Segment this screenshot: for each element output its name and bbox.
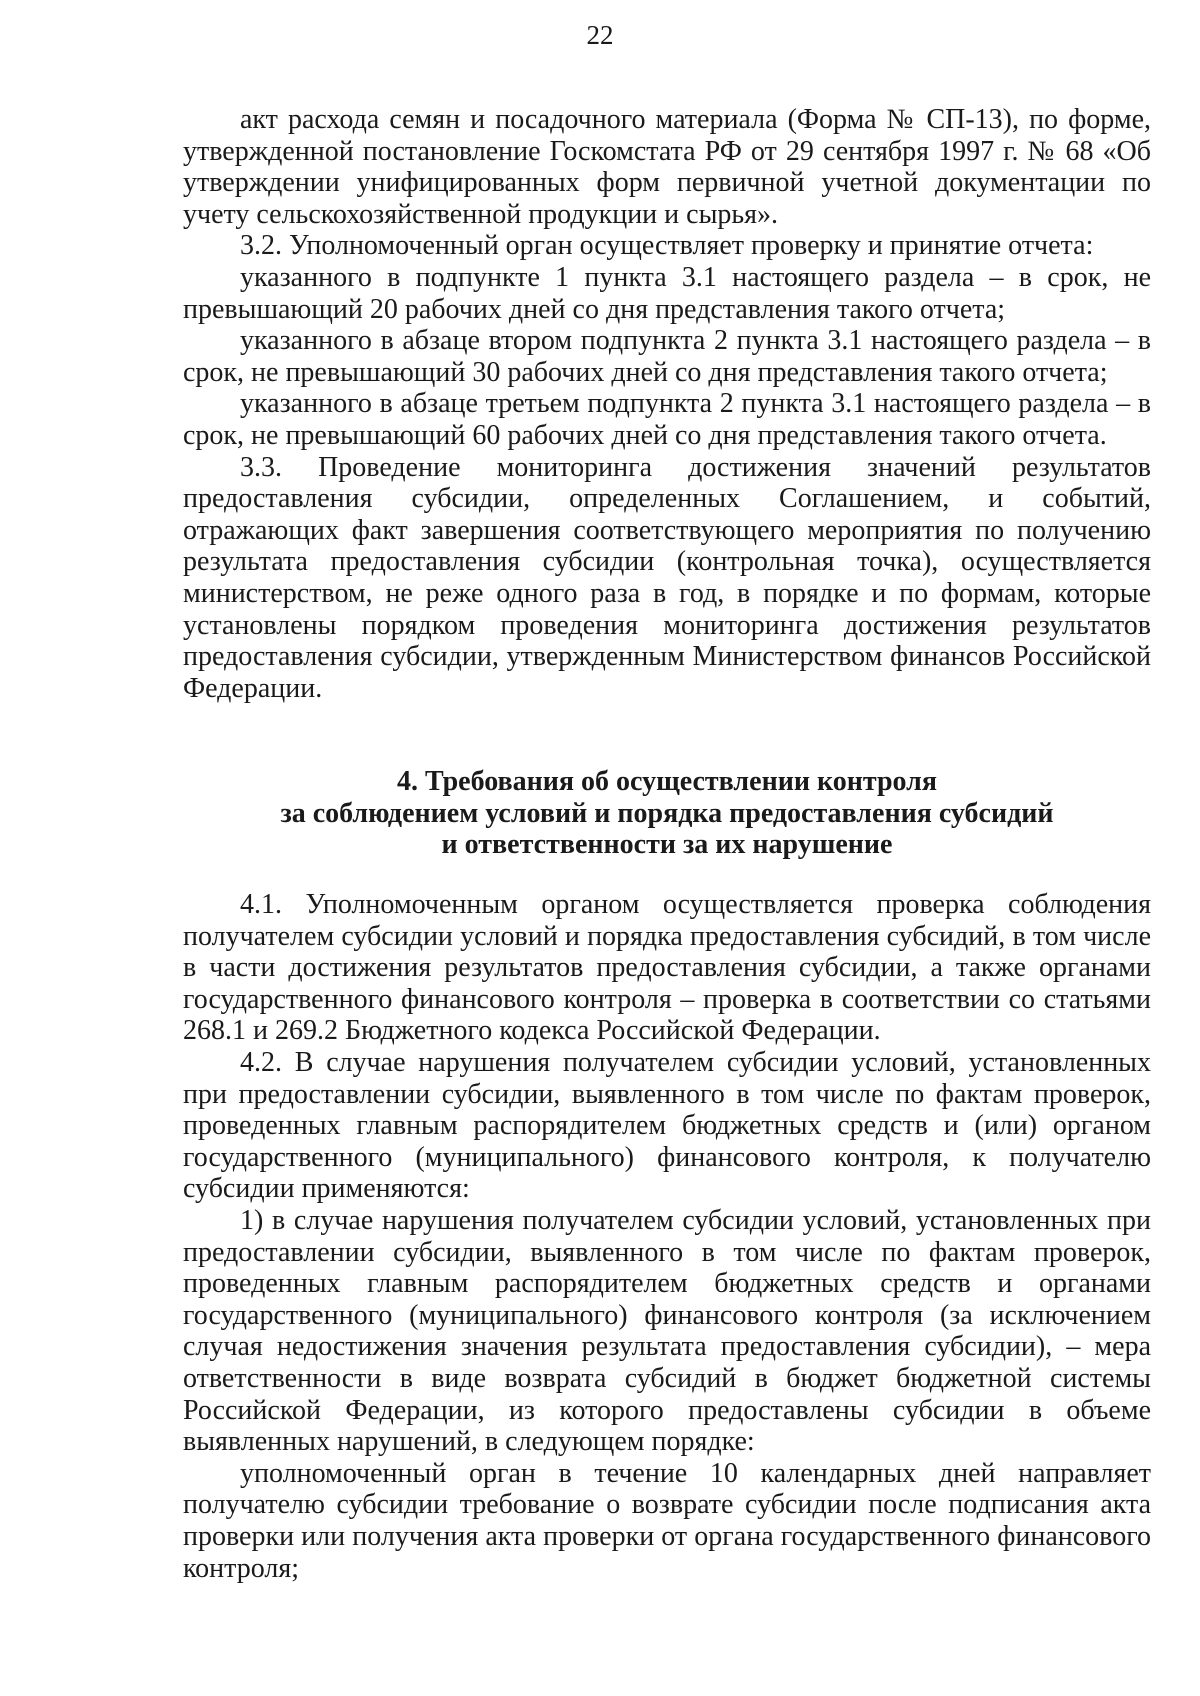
paragraph-4-2: 4.2. В случае нарушения получателем субсидии условий, установленных при предоставлении субсидии, выявленного в том числе по фактам проверок, проведенных главным распорядителем бюджетных средств и (или) органом государственного (муниципального) финансового контроля, к получателю субсидии применяются: [183,1047,1151,1205]
section-4-heading [183,766,1151,861]
section-4-heading-line-1: 4. Требования об осуществлении контроля [396,766,938,798]
paragraph-3-2-item-1: указанного в подпункте 1 пункта 3.1 настоящего раздела – в срок, не превышающий 20 рабочих дней со дня представления такого отчета; [183,261,1151,325]
paragraph-3-3: 3.3. Проведение мониторинга достижения значений результатов предоставления субсидии, определенных Соглашением, и событий, отражающих факт завершения соответствующего мероприятия по получению результата предоставления субсидии (контрольная точка), осуществляется министерством, не реже одного раза в год, в порядке и по формам, которые установлены порядком проведения мониторинга достижения результатов предоставления субсидии, утвержденным Министерством финансов Российской Федерации. [183,451,1151,704]
page-content [183,104,1151,1584]
paragraph-4-1: 4.1. Уполномоченным органом осуществляется проверка соблюдения получателем субсидии условий и порядка предоставления субсидий, в том числе в части достижения результатов предоставления субсидии, а также органами государственного финансового контроля – проверка в соответствии со статьями 268.1 и 269.2 Бюджетного кодекса Российской Федерации. [183,889,1151,1047]
page-number: 22 [586,20,614,50]
paragraph-act-form: акт расхода семян и посадочного материала (Форма № СП-13), по форме, утвержденной постановление Госкомстата РФ от 29 сентября 1997 г. № 68 «Об утверждении унифицированных форм первичной учетной документации по учету сельскохозяйственной продукции и сырья». [183,104,1151,230]
paragraph-3-2-item-3: указанного в абзаце третьем подпункта 2 пункта 3.1 настоящего раздела – в срок, не превышающий 60 рабочих дней со дня представления такого отчета. [183,388,1151,451]
paragraph-4-2-procedure: уполномоченный орган в течение 10 календарных дней направляет получателю субсидии требование о возврате субсидии после подписания акта проверки или получения акта проверки от органа государственного финансового контроля; [183,1457,1151,1584]
paragraph-3-2-item-2: указанного в абзаце втором подпункта 2 пункта 3.1 настоящего раздела – в срок, не превышающий 30 рабочих дней со дня представления такого отчета; [183,325,1151,388]
section-4-heading-line-2: за соблюдением условий и порядка предоставления субсидий [280,797,1054,829]
section-4-heading-line-3: и ответственности за их нарушение [441,829,893,861]
paragraph-3-2: 3.2. Уполномоченный орган осуществляет проверку и принятие отчета: [240,230,1094,262]
paragraph-4-2-item-1: 1) в случае нарушения получателем субсидии условий, установленных при предоставлении субсидии, выявленного в том числе по фактам проверок, проведенных главным распорядителем бюджетных средств и органами государственного (муниципального) финансового контроля (за исключением случая недостижения значения результата предоставления субсидии), – мера ответственности в виде возврата субсидий в бюджет бюджетной системы Российской Федерации, из которого предоставлены субсидии в объеме выявленных нарушений, в следующем порядке: [183,1205,1151,1458]
